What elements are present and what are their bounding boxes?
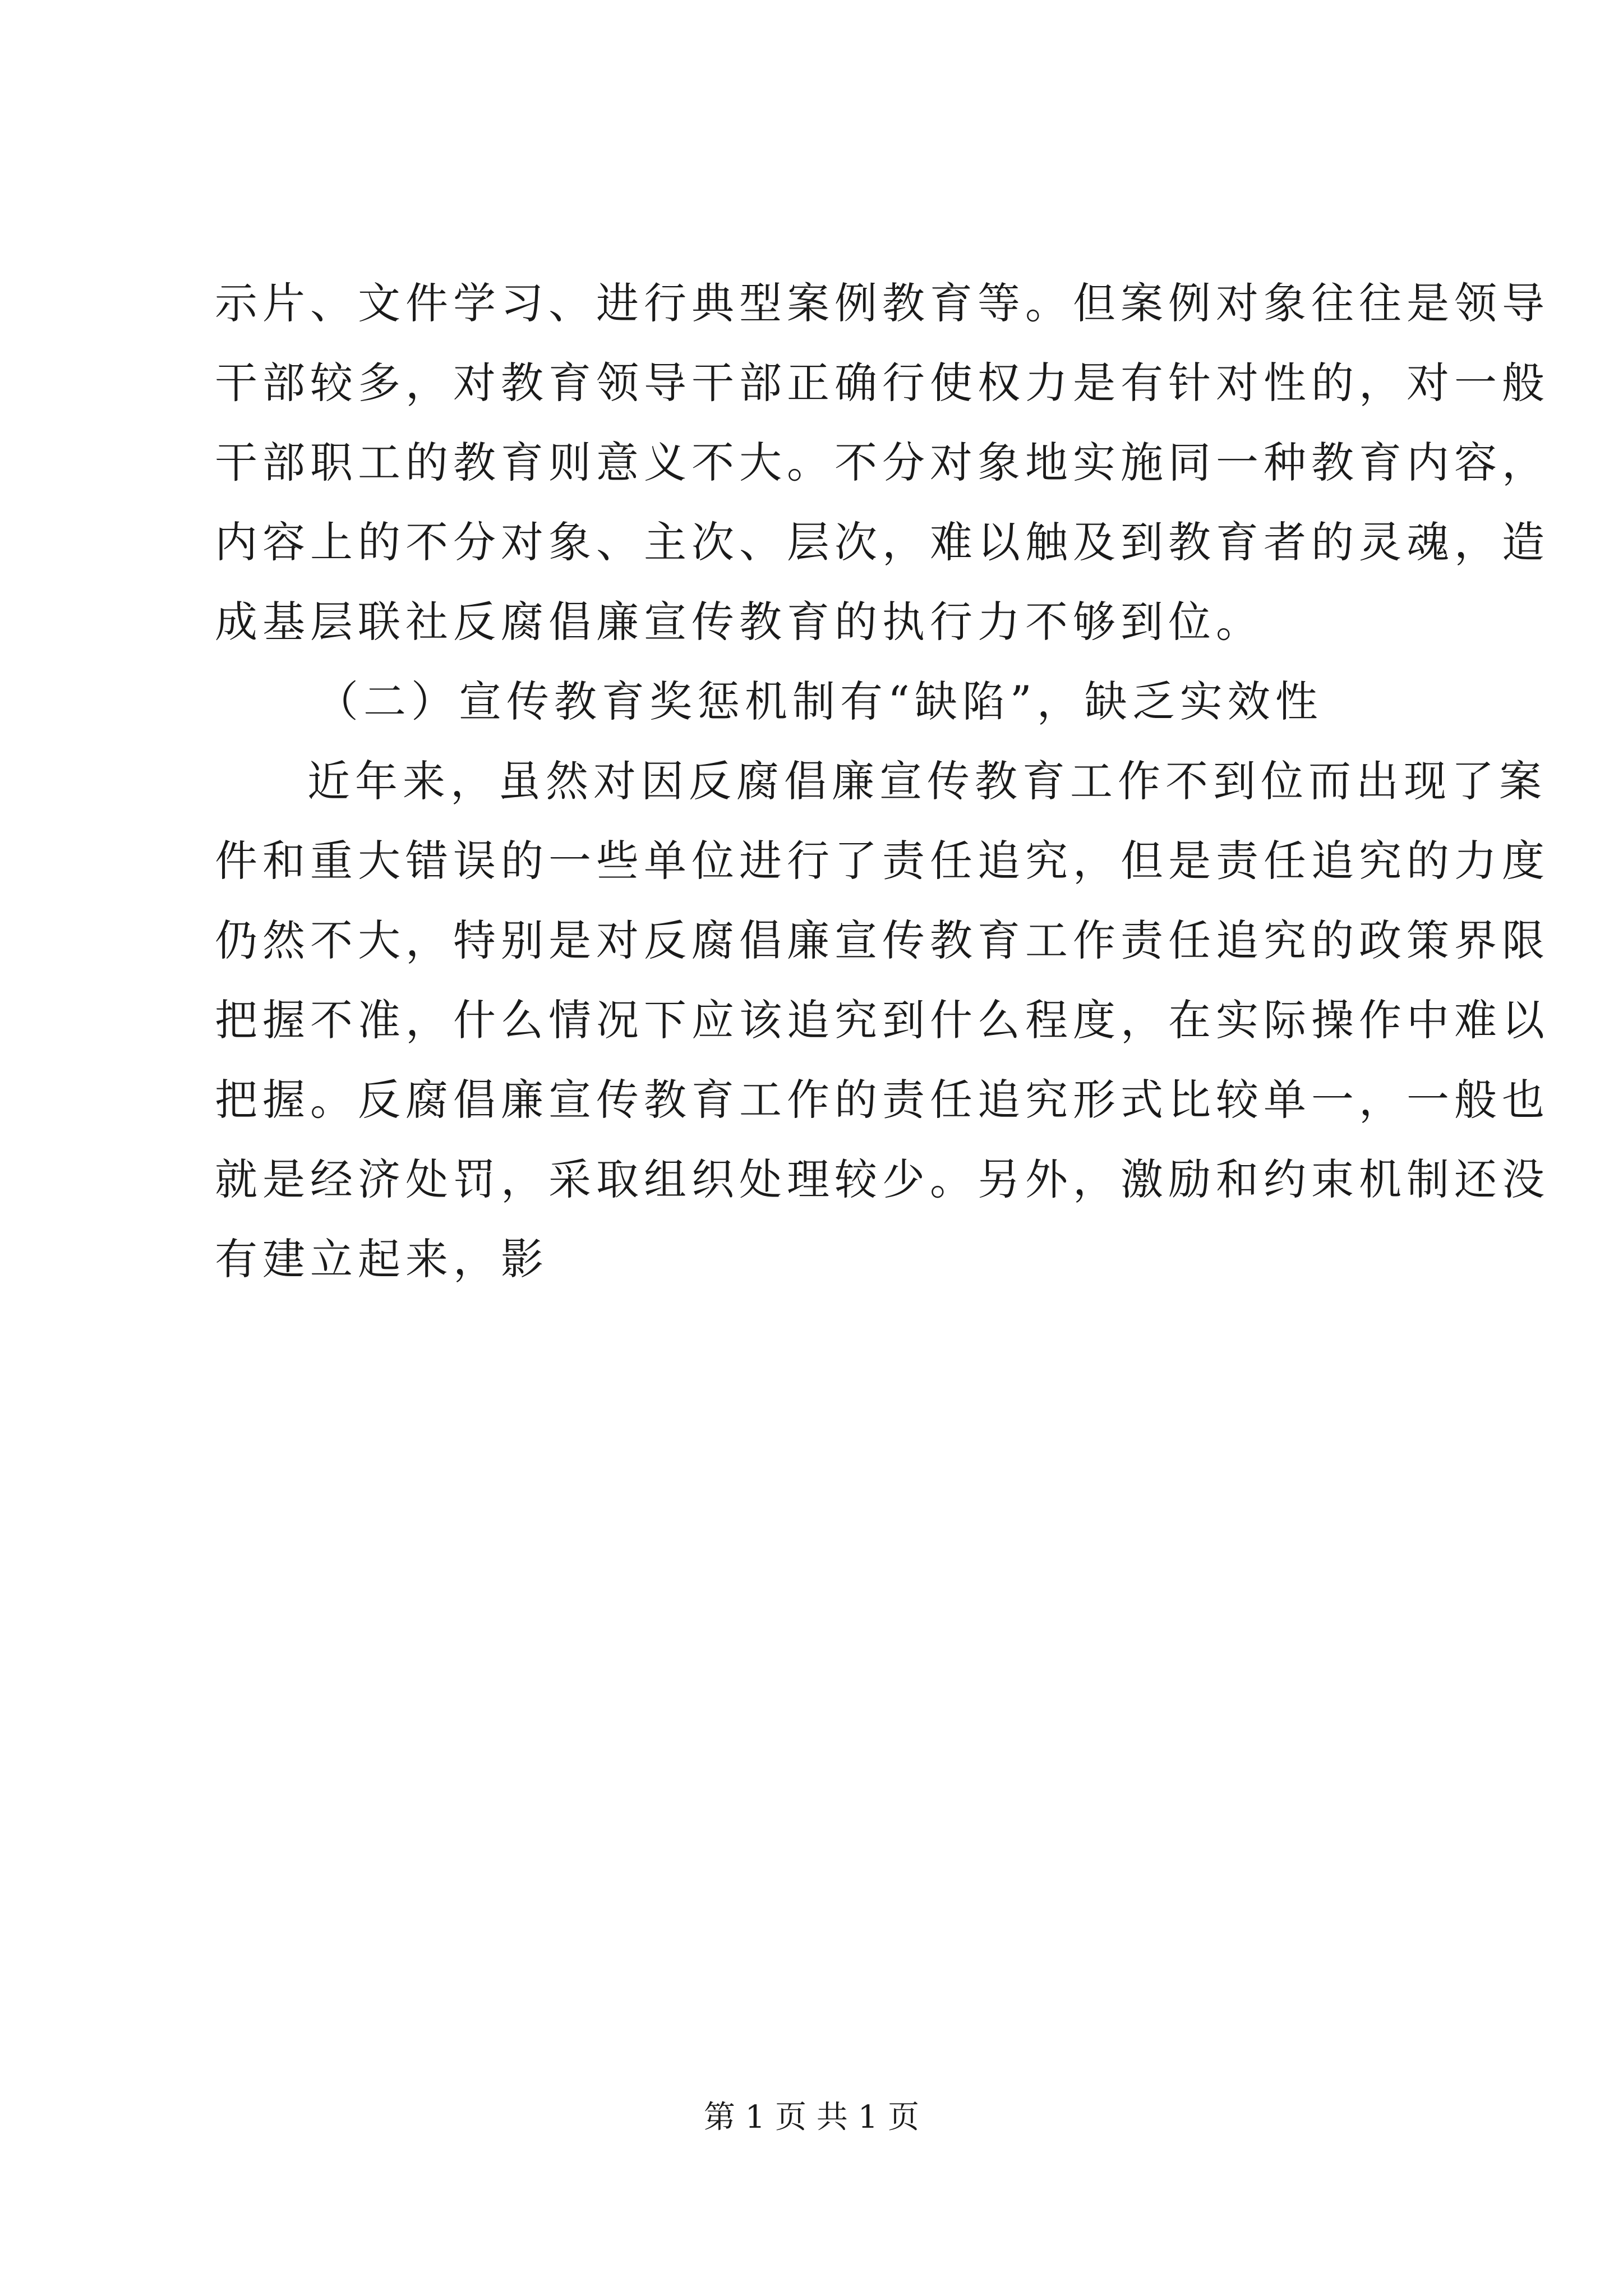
text-line: 干部较多，对教育领导干部正确行使权力是有针对性的，对一般 [215,358,1550,408]
text-line: 仍然不大，特别是对反腐倡廉宣传教育工作责任追究的政策界限 [215,915,1550,965]
text-line: 内容上的不分对象、主次、层次，难以触及到教育者的灵魂，造 [215,517,1550,567]
text-line: 示片、文件学习、进行典型案例教育等。但案例对象往往是领导 [215,278,1550,328]
text-line: 件和重大错误的一些单位进行了责任追究，但是责任追究的力度 [215,836,1550,886]
section-heading: （二）宣传教育奖惩机制有“缺陷”，缺乏实效性 [316,677,1323,726]
text-line: 就是经济处罚，采取组织处理较少。另外，激励和约束机制还没 [215,1154,1550,1204]
text-line: 把握。反腐倡廉宣传教育工作的责任追究形式比较单一，一般也 [215,1075,1550,1125]
text-line: 近年来，虽然对因反腐倡廉宣传教育工作不到位而出现了案 [307,756,1547,806]
text-line: 干部职工的教育则意义不大。不分对象地实施同一种教育内容， [215,438,1550,487]
text-line: 有建立起来，影 [215,1234,548,1284]
text-line: 成基层联社反腐倡廉宣传教育的执行力不够到位。 [215,597,1264,647]
text-line: 把握不准，什么情况下应该追究到什么程度，在实际操作中难以 [215,995,1550,1045]
page-footer: 第 1 页 共 1 页 [703,2099,920,2136]
body-text [215,264,1550,1299]
